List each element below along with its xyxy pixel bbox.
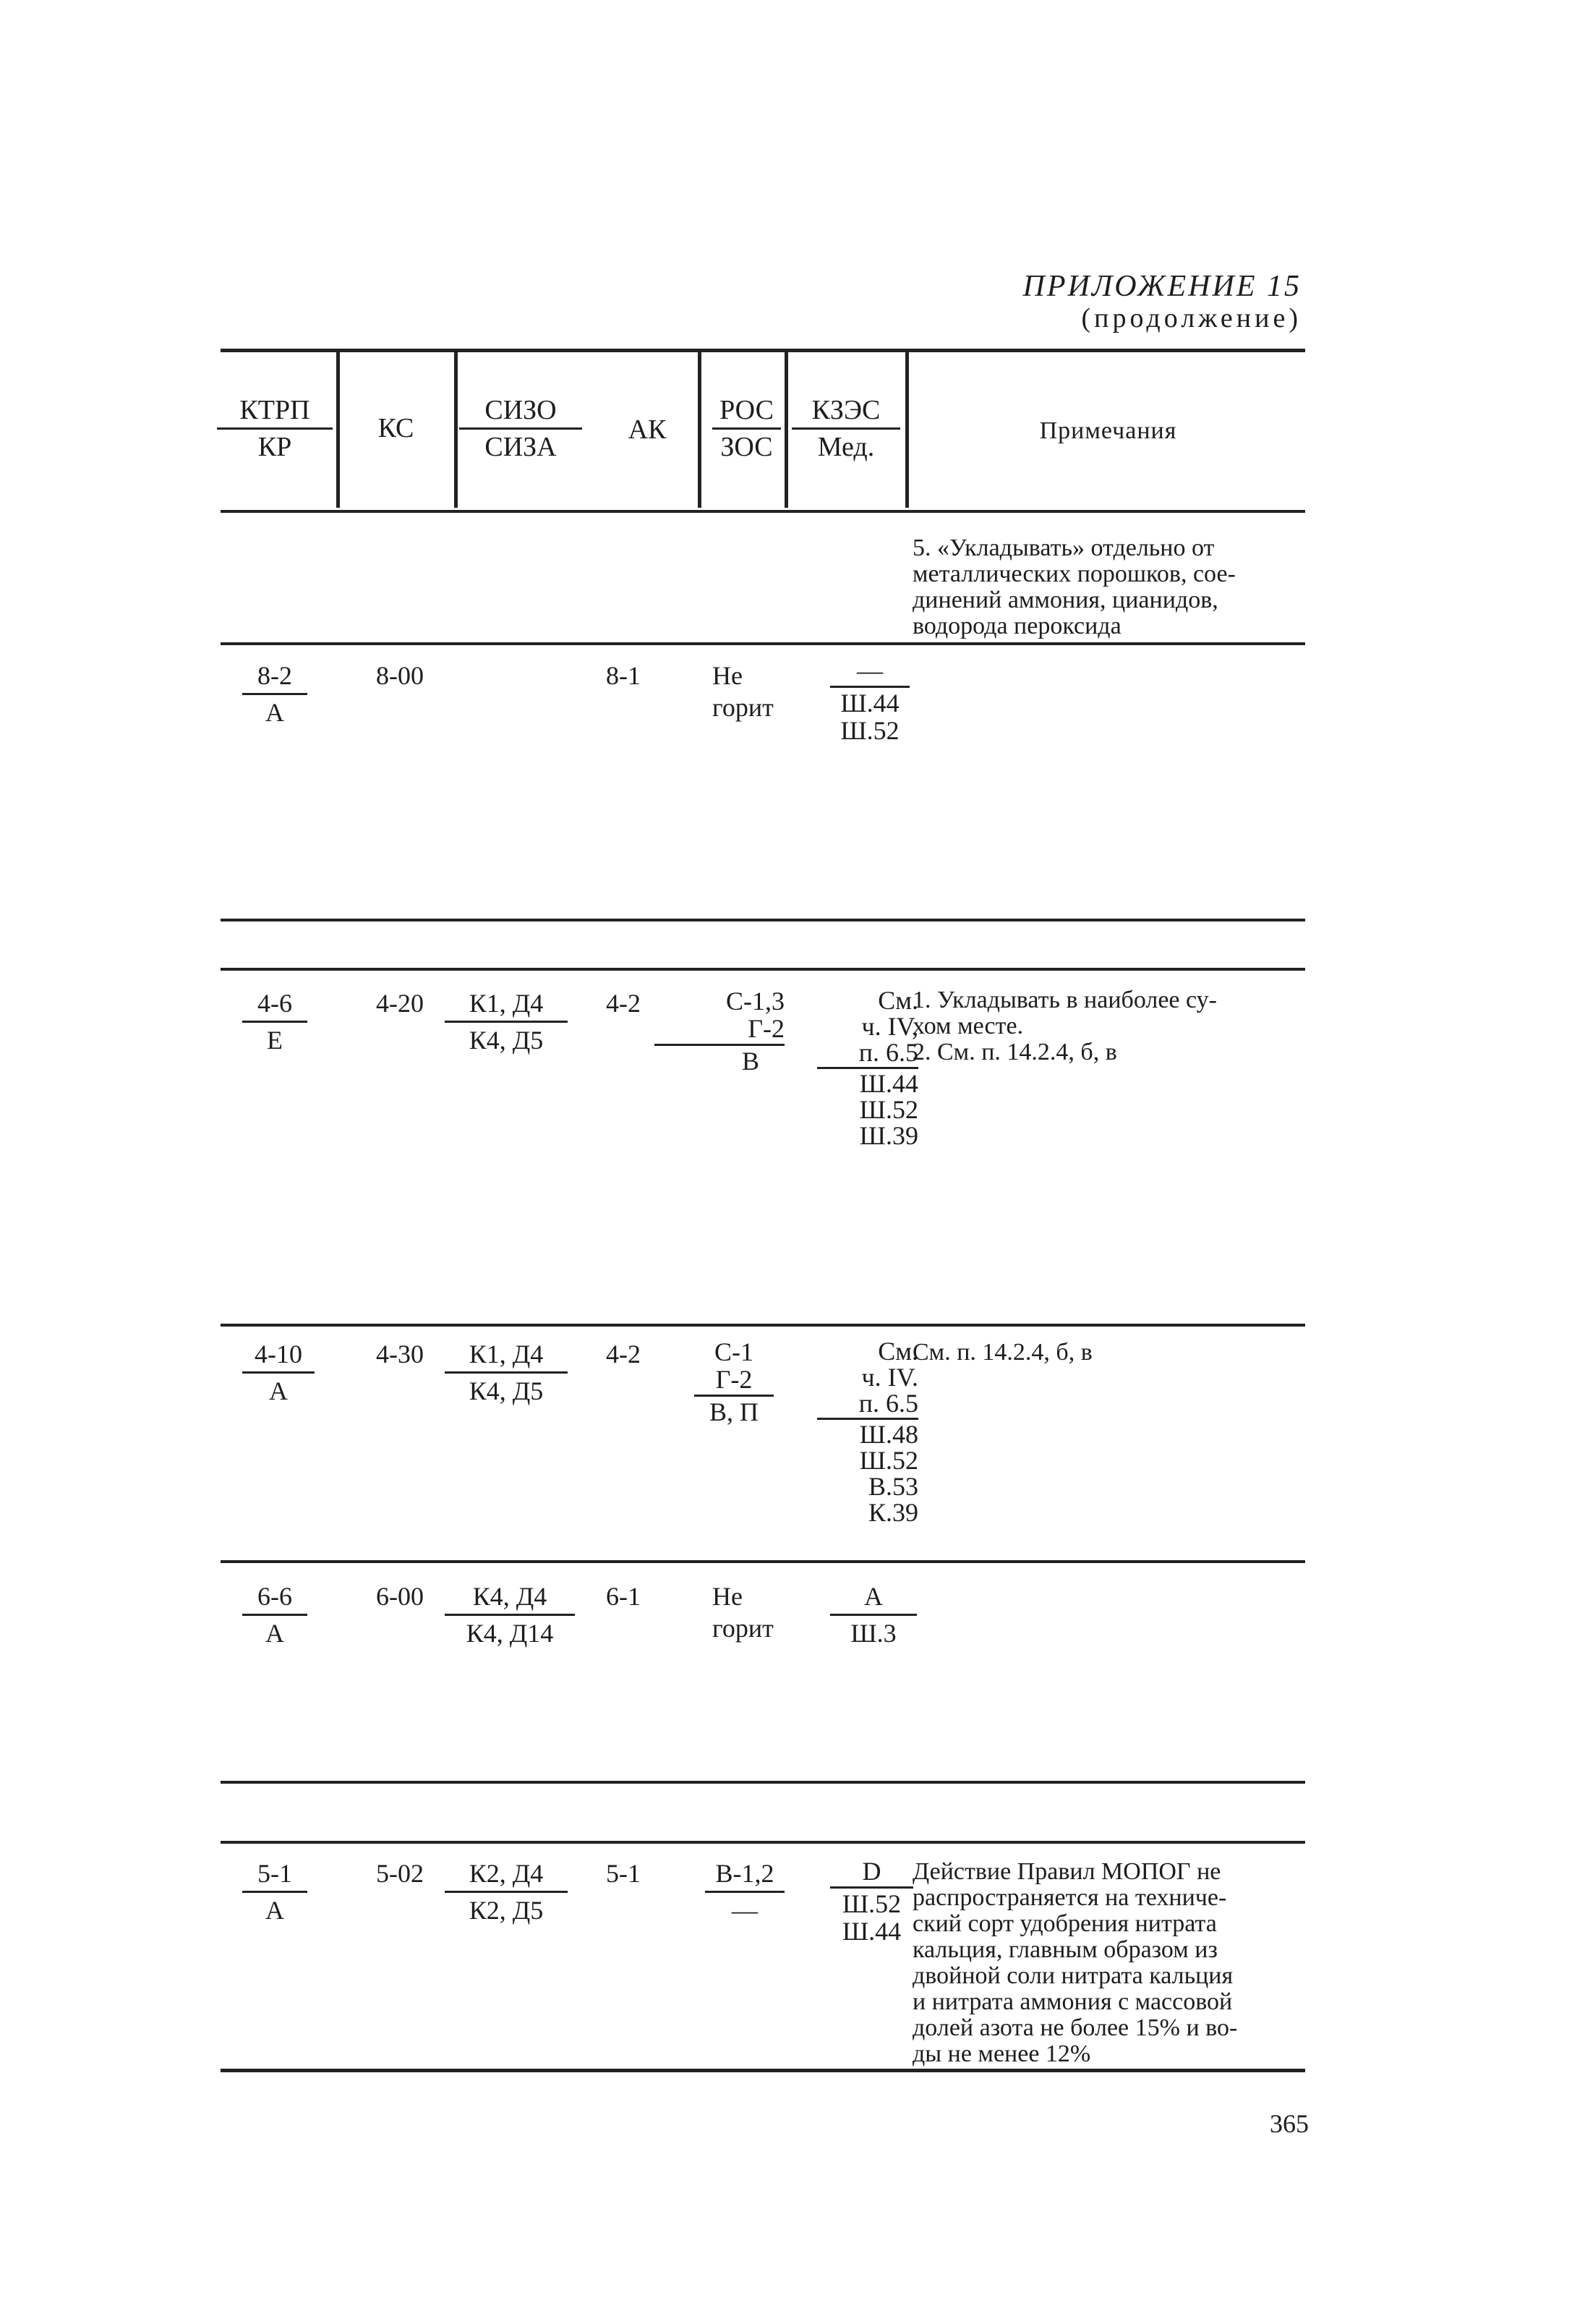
cell-ak: 4-2 xyxy=(606,989,641,1018)
column-header-ak: АК xyxy=(628,414,667,445)
header-separator xyxy=(698,352,701,508)
cell-notes: Действие Правил МОПОГ не распространяется на техниче- ский сорт удобрения нитрата кальция, главным образом из двойной соли нитрата кальция и нитрата аммония с массовой долей азота не более 15% и во- ды не менее 12% xyxy=(913,1858,1238,2067)
column-header-sizo: СИЗО СИЗА xyxy=(459,394,582,463)
column-header-ros: РОС ЗОС xyxy=(712,394,781,463)
cell-kzes: См. ч. IV, п. 6.5 Ш.44 Ш.52 Ш.39 xyxy=(817,987,918,1149)
cell-sizo: К1, Д4 К4, Д5 xyxy=(445,1338,568,1407)
cell-notes: См. п. 14.2.4, б, в xyxy=(913,1339,1093,1366)
cell-ros: Не горит xyxy=(712,661,774,722)
header-separator xyxy=(454,352,458,508)
cell-ks: 4-20 xyxy=(376,989,424,1018)
header-separator xyxy=(905,352,909,508)
cell-sizo: К2, Д4 К2, Д5 xyxy=(445,1857,568,1926)
continued-note: 5. «Укладывать» отдельно от металлических порошков, сое- динений аммония, цианидов, водорода пероксида xyxy=(913,535,1236,639)
column-header-kzes: КЗЭС Мед. xyxy=(792,394,900,463)
table-header-bottom-rule xyxy=(221,510,1305,513)
cell-ros: С-1 Г-2 В, П xyxy=(694,1338,774,1426)
page-number: 365 xyxy=(1270,2109,1309,2138)
row-divider xyxy=(221,1841,1305,1844)
row-divider xyxy=(221,1560,1305,1563)
cell-kzes: D Ш.52 Ш.44 xyxy=(830,1857,913,1945)
cell-ak: 6-1 xyxy=(606,1582,641,1611)
cell-ks: 8-00 xyxy=(376,661,424,690)
cell-notes: 1. Укладывать в наиболее су- хом месте. 2. См. п. 14.2.4, б, в xyxy=(913,987,1217,1065)
appendix-title: ПРИЛОЖЕНИЕ 15 xyxy=(1022,270,1302,303)
cell-ak: 8-1 xyxy=(606,661,641,690)
cell-ks: 4-30 xyxy=(376,1340,424,1369)
cell-ktrp: 4-10 А xyxy=(242,1338,315,1407)
cell-kzes: См. ч. IV. п. 6.5 Ш.48 Ш.52 В.53 К.39 xyxy=(817,1338,918,1525)
cell-kzes: А Ш.3 xyxy=(830,1580,917,1649)
column-header-ks: КС xyxy=(377,413,414,443)
row-divider xyxy=(221,642,1305,645)
cell-ktrp: 5-1 А xyxy=(242,1857,307,1926)
cell-ktrp: 8-2 А xyxy=(242,660,307,728)
cell-ros: Не горит xyxy=(712,1582,774,1643)
cell-ktrp: 6-6 А xyxy=(242,1580,307,1649)
row-divider xyxy=(221,968,1305,971)
column-header-ktrp: КТРП КР xyxy=(217,394,333,463)
cell-kzes: — Ш.44 Ш.52 xyxy=(830,657,910,744)
row-divider xyxy=(221,1324,1305,1327)
cell-ks: 5-02 xyxy=(376,1859,424,1888)
cell-ros: В-1,2 — xyxy=(705,1857,785,1926)
table-top-rule xyxy=(221,349,1305,352)
table-bottom-rule xyxy=(221,2069,1305,2072)
cell-ks: 6-00 xyxy=(376,1582,424,1611)
cell-ak: 5-1 xyxy=(606,1859,641,1888)
cell-sizo: К4, Д4 К4, Д14 xyxy=(445,1580,575,1649)
row-divider xyxy=(221,919,1305,921)
header-separator xyxy=(785,352,788,508)
row-divider xyxy=(221,1781,1305,1784)
cell-sizo: К1, Д4 К4, Д5 xyxy=(445,987,568,1056)
cell-ak: 4-2 xyxy=(606,1340,641,1369)
appendix-subtitle: (продолжение) xyxy=(1081,303,1302,333)
column-header-notes: Примечания xyxy=(1039,417,1177,444)
cell-ktrp: 4-6 Е xyxy=(242,987,307,1056)
cell-ros: С-1,3 Г-2 В xyxy=(654,987,785,1075)
